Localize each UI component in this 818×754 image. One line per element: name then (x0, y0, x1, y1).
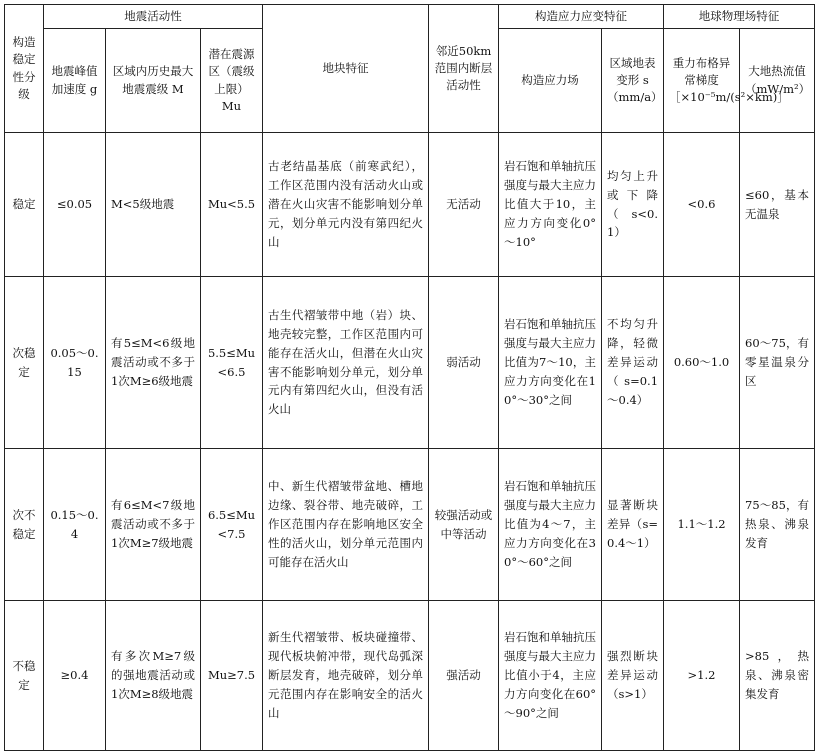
block-cell: 中、新生代褶皱带盆地、槽地边缘、裂谷带、地壳破碎，工作区范围内存在影响地区安全性的活火山，划分单元范围内可能存在活火山 (263, 449, 429, 601)
level-cell: 次稳定 (5, 277, 44, 449)
max-eq-cell: 有多次M≥7级的强地震活动或1次M≥8级地震 (106, 601, 201, 751)
table-row (5, 449, 815, 601)
level-cell: 次不稳定 (5, 449, 44, 601)
header-fault: 邻近50km范围内断层活动性 (429, 5, 499, 133)
stress-cell: 岩石饱和单轴抗压强度与最大主应力比值为7～10，主应力方向变化在10°～30°之间 (499, 277, 602, 449)
potential-cell: 5.5≤Mu<6.5 (201, 277, 263, 449)
block-cell: 古老结晶基底（前寒武纪），工作区范围内没有活动火山或潜在火山灾害不能影响划分单元，划分单元内没有第四纪火山 (263, 133, 429, 277)
heat-cell: 60～75，有零星温泉分区 (740, 277, 815, 449)
pga-cell: 0.15～0.4 (44, 449, 106, 601)
table-row (5, 601, 815, 751)
potential-cell: 6.5≤Mu<7.5 (201, 449, 263, 601)
header-gravity: 重力布格异常梯度［×10⁻⁵m/(s²×km)］ (664, 29, 740, 133)
heat-cell: 75～85，有热泉、沸泉发育 (740, 449, 815, 601)
gravity-cell: 1.1～1.2 (664, 449, 740, 601)
fault-cell: 无活动 (429, 133, 499, 277)
header-deformation: 区域地表变形 s（mm/a） (602, 29, 664, 133)
pga-cell: ≤0.05 (44, 133, 106, 277)
block-cell: 新生代褶皱带、板块碰撞带、现代板块俯冲带，现代岛弧深断层发育，地壳破碎，划分单元范围内存在影响安全的活火山 (263, 601, 429, 751)
deformation-cell: 强烈断块差异运动（s>1） (602, 601, 664, 751)
level-cell: 稳定 (5, 133, 44, 277)
gravity-cell: <0.6 (664, 133, 740, 277)
pga-cell: ≥0.4 (44, 601, 106, 751)
header-stress-group: 构造应力应变特征 (499, 5, 664, 29)
table-row (5, 277, 815, 449)
fault-cell: 较强活动或中等活动 (429, 449, 499, 601)
deformation-cell: 显著断块差异（s=0.4～1） (602, 449, 664, 601)
stress-cell: 岩石饱和单轴抗压强度与最大主应力比值小于4，主应力方向变化在60°～90°之间 (499, 601, 602, 751)
stress-cell: 岩石饱和单轴抗压强度与最大主应力比值大于10，主应力方向变化0°～10° (499, 133, 602, 277)
heat-cell: >85，热泉、沸泉密集发育 (740, 601, 815, 751)
pga-cell: 0.05～0.15 (44, 277, 106, 449)
header-seismic-group: 地震活动性 (44, 5, 263, 29)
heat-cell: ≤60，基本无温泉 (740, 133, 815, 277)
potential-cell: Mu≥7.5 (201, 601, 263, 751)
table-row (5, 133, 815, 277)
max-eq-cell: 有5≤M<6级地震活动或不多于1次M≥6级地震 (106, 277, 201, 449)
potential-cell: Mu<5.5 (201, 133, 263, 277)
header-max-eq: 区域内历史最大地震震级 M (106, 29, 201, 133)
level-cell: 不稳定 (5, 601, 44, 751)
stability-classification-table (4, 4, 815, 751)
header-pga: 地震峰值加速度 g (44, 29, 106, 133)
deformation-cell: 均匀上升或下降（s<0.1） (602, 133, 664, 277)
header-block: 地块特征 (263, 5, 429, 133)
fault-cell: 强活动 (429, 601, 499, 751)
fault-cell: 弱活动 (429, 277, 499, 449)
stress-cell: 岩石饱和单轴抗压强度与最大主应力比值为4～7，主应力方向变化在30°～60°之间 (499, 449, 602, 601)
header-level: 构造稳定性分级 (5, 5, 44, 133)
max-eq-cell: M<5级地震 (106, 133, 201, 277)
gravity-cell: >1.2 (664, 601, 740, 751)
deformation-cell: 不均匀升降，轻微差异运动（s=0.1～0.4） (602, 277, 664, 449)
header-geo-group: 地球物理场特征 (664, 5, 815, 29)
header-stress-field: 构造应力场 (499, 29, 602, 133)
header-heat: 大地热流值（mW/m²） (740, 29, 815, 133)
block-cell: 古生代褶皱带中地（岩）块、地壳较完整，工作区范围内可能存在活火山，但潜在火山灾害不能影响划分单元，划分单元内有第四纪火山，但没有活火山 (263, 277, 429, 449)
max-eq-cell: 有6≤M<7级地震活动或不多于1次M≥7级地震 (106, 449, 201, 601)
header-potential-zone: 潜在震源区（震级上限）Mu (201, 29, 263, 133)
gravity-cell: 0.60～1.0 (664, 277, 740, 449)
